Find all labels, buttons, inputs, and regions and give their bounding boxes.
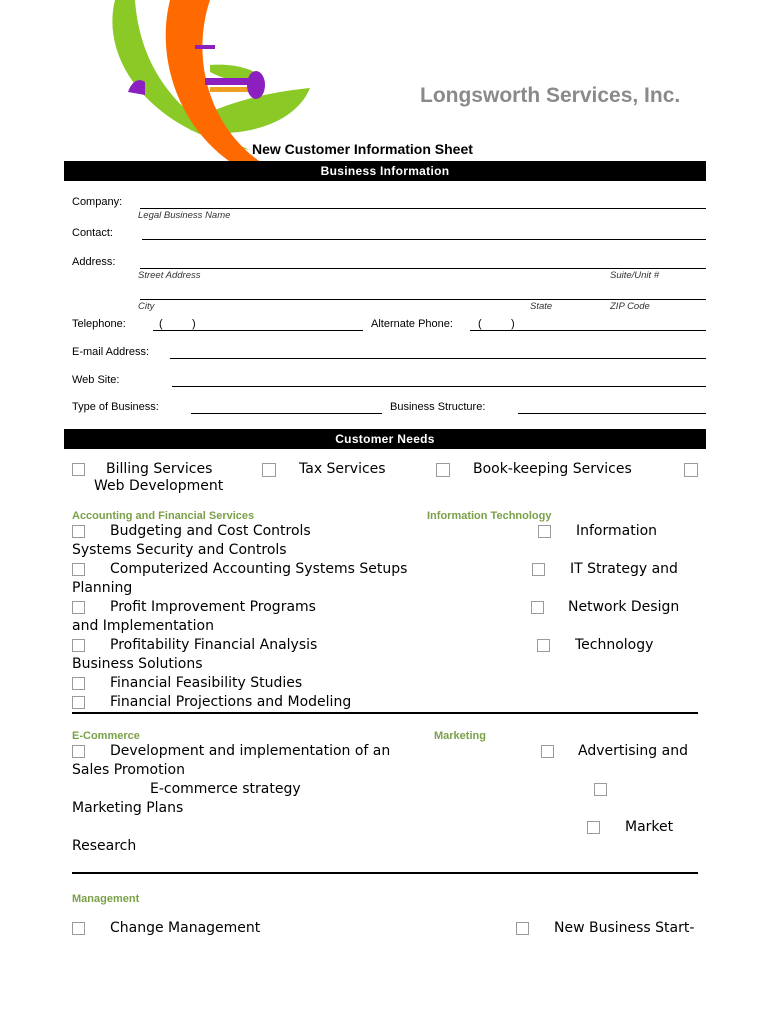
ecommerce-heading: E-Commerce <box>72 730 140 742</box>
market-label: Market <box>625 819 674 835</box>
website-field[interactable] <box>172 386 706 387</box>
suite-hint: Suite/Unit # <box>610 270 660 281</box>
market-research-checkbox[interactable] <box>587 821 600 834</box>
advertising-label: Advertising and <box>578 743 688 759</box>
profit-label: Profit Improvement Programs <box>110 599 316 615</box>
marketing-plans-checkbox[interactable] <box>594 783 607 796</box>
technology-label: Technology <box>575 637 654 653</box>
business-info-band: Business Information <box>64 161 706 181</box>
advertising-checkbox[interactable] <box>541 745 554 758</box>
city-state-zip-field[interactable] <box>140 299 706 300</box>
computerized-label: Computerized Accounting Systems Setups <box>110 561 408 577</box>
profitability-label: Profitability Financial Analysis <box>110 637 318 653</box>
city-hint: City <box>138 301 155 312</box>
budgeting-checkbox[interactable] <box>72 525 85 538</box>
alt-phone-paren-close: ) <box>511 318 515 330</box>
profitability-checkbox[interactable] <box>72 639 85 652</box>
accounting-heading: Accounting and Financial Services <box>72 510 255 522</box>
telephone-field[interactable] <box>153 330 363 331</box>
computerized-checkbox[interactable] <box>72 563 85 576</box>
ecommerce-development-checkbox[interactable] <box>72 745 85 758</box>
change-management-label: Change Management <box>110 920 261 936</box>
web-dev-label: Web Development <box>94 478 224 494</box>
email-label: E-mail Address: <box>72 346 150 358</box>
legal-name-hint: Legal Business Name <box>138 210 231 221</box>
bookkeeping-label: Book-keeping Services <box>473 461 632 477</box>
change-management-checkbox[interactable] <box>72 922 85 935</box>
contact-field[interactable] <box>142 239 706 240</box>
budgeting-label: Budgeting and Cost Controls <box>110 523 311 539</box>
street-field[interactable] <box>140 268 706 269</box>
contact-label: Contact: <box>72 227 113 239</box>
business-structure-field[interactable] <box>518 413 706 414</box>
network-design-checkbox[interactable] <box>531 601 544 614</box>
it-heading: Information Technology <box>427 510 552 522</box>
customer-needs-band: Customer Needs <box>64 429 706 449</box>
it-information-label: Information <box>576 523 658 539</box>
technology-checkbox[interactable] <box>537 639 550 652</box>
company-name: Longsworth Services, Inc. <box>420 84 681 107</box>
accounting-wrap-2: Planning <box>72 580 133 596</box>
address-label: Address: <box>72 256 116 268</box>
profit-checkbox[interactable] <box>72 601 85 614</box>
business-type-field[interactable] <box>191 413 382 414</box>
feasibility-checkbox[interactable] <box>72 677 85 690</box>
alt-phone-field[interactable] <box>470 330 706 331</box>
ecommerce-wrap-3: Research <box>72 838 137 854</box>
business-structure-label: Business Structure: <box>390 401 486 413</box>
street-hint: Street Address <box>138 270 201 281</box>
tax-checkbox[interactable] <box>262 463 276 477</box>
telephone-label: Telephone: <box>72 318 126 330</box>
sheet-title: New Customer Information Sheet <box>252 141 473 157</box>
website-label: Web Site: <box>72 374 120 386</box>
alt-phone-paren-open: ( <box>478 318 482 330</box>
zip-hint: ZIP Code <box>610 301 650 312</box>
telephone-paren-open: ( <box>159 318 163 330</box>
marketing-heading: Marketing <box>434 730 486 742</box>
section-divider-2 <box>72 872 698 874</box>
ecommerce-development-label: Development and implementation of an <box>110 743 391 759</box>
company-field[interactable] <box>140 208 706 209</box>
company-label: Company: <box>72 196 123 208</box>
bookkeeping-checkbox[interactable] <box>436 463 450 477</box>
tax-label: Tax Services <box>299 461 386 477</box>
email-field[interactable] <box>170 358 706 359</box>
business-type-label: Type of Business: <box>72 401 159 413</box>
telephone-paren-close: ) <box>192 318 196 330</box>
it-strategy-checkbox[interactable] <box>532 563 545 576</box>
it-information-checkbox[interactable] <box>538 525 551 538</box>
accounting-wrap-1: Systems Security and Controls <box>72 542 287 558</box>
projections-label: Financial Projections and Modeling <box>110 694 352 710</box>
feasibility-label: Financial Feasibility Studies <box>110 675 303 691</box>
accounting-wrap-3: and Implementation <box>72 618 214 634</box>
projections-checkbox[interactable] <box>72 696 85 709</box>
management-heading: Management <box>72 893 140 905</box>
new-business-label: New Business Start- <box>554 920 695 936</box>
web-dev-checkbox[interactable] <box>684 463 698 477</box>
network-design-label: Network Design <box>568 599 680 615</box>
it-strategy-label: IT Strategy and <box>570 561 678 577</box>
billing-label: Billing Services <box>106 461 213 477</box>
new-business-checkbox[interactable] <box>516 922 529 935</box>
state-hint: State <box>530 301 553 312</box>
alt-phone-label: Alternate Phone: <box>371 318 453 330</box>
ecommerce-wrap-2: Marketing Plans <box>72 800 184 816</box>
section-divider-1 <box>72 712 698 714</box>
ecommerce-strategy-label: E-commerce strategy <box>150 781 301 797</box>
accounting-wrap-4: Business Solutions <box>72 656 203 672</box>
ecommerce-wrap-1: Sales Promotion <box>72 762 185 778</box>
billing-checkbox[interactable] <box>72 463 85 476</box>
